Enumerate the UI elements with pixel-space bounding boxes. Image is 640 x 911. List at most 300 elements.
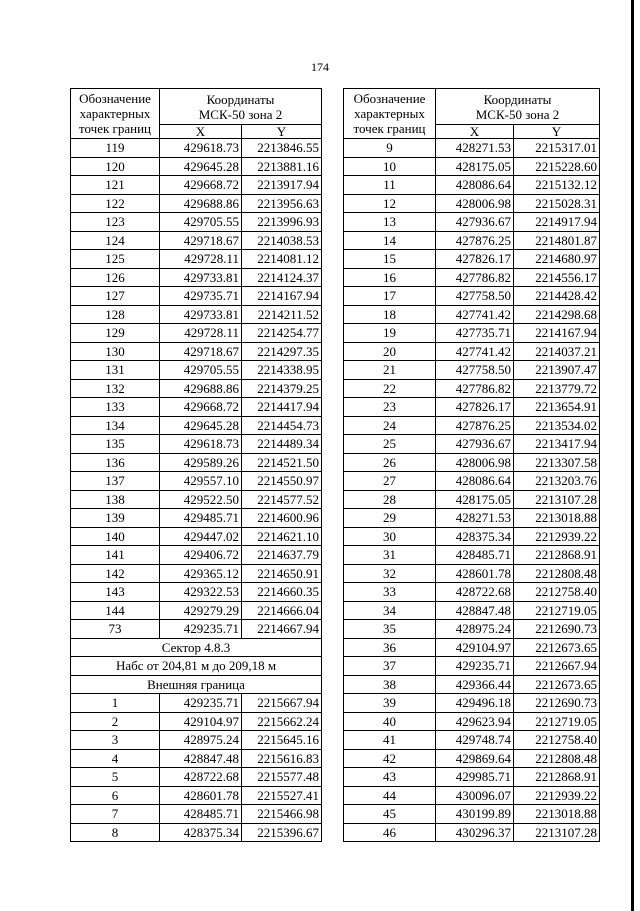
table-row — [344, 398, 600, 417]
table-row — [344, 287, 600, 306]
y-coordinate-cell: 2212808.48 — [514, 749, 600, 768]
point-id-cell: 135 — [71, 435, 160, 454]
y-coordinate-cell: 2214660.35 — [242, 583, 322, 602]
y-coordinate-cell: 2214254.77 — [242, 324, 322, 343]
point-id-cell: 15 — [344, 250, 436, 269]
y-coordinate-cell: 2213018.88 — [514, 509, 600, 528]
y-coordinate-cell: 2213018.88 — [514, 805, 600, 824]
point-id-cell: 122 — [71, 194, 160, 213]
table-row — [344, 435, 600, 454]
point-id-cell: 29 — [344, 509, 436, 528]
x-coordinate-cell: 429235.71 — [436, 657, 514, 676]
x-coordinate-cell: 429618.73 — [160, 139, 242, 158]
x-coordinate-cell: 429705.55 — [160, 213, 242, 232]
table-row — [344, 305, 600, 324]
point-id-cell: 9 — [344, 139, 436, 158]
y-coordinate-cell: 2214680.97 — [514, 250, 600, 269]
x-coordinate-cell: 428485.71 — [160, 805, 242, 824]
table-row — [344, 416, 600, 435]
x-coordinate-cell: 427758.50 — [436, 361, 514, 380]
table-row — [344, 472, 600, 491]
point-id-cell: 33 — [344, 583, 436, 602]
y-coordinate-cell: 2213307.58 — [514, 453, 600, 472]
table-row — [344, 213, 600, 232]
y-coordinate-cell: 2214650.91 — [242, 564, 322, 583]
point-id-cell: 132 — [71, 379, 160, 398]
x-coordinate-cell: 429365.12 — [160, 564, 242, 583]
x-coordinate-cell: 427741.42 — [436, 342, 514, 361]
x-coordinate-cell: 427826.17 — [436, 250, 514, 269]
x-coordinate-cell: 428086.64 — [436, 472, 514, 491]
y-coordinate-cell: 2214666.04 — [242, 601, 322, 620]
point-id-cell: 7 — [71, 805, 160, 824]
table-row — [344, 583, 600, 602]
y-coordinate-cell: 2212690.73 — [514, 694, 600, 713]
point-id-cell: 40 — [344, 712, 436, 731]
point-id-cell: 36 — [344, 638, 436, 657]
table-row — [71, 398, 322, 417]
y-coordinate-cell: 2212939.22 — [514, 527, 600, 546]
x-coordinate-cell: 428375.34 — [436, 527, 514, 546]
boundary-label: Внешняя граница — [71, 675, 322, 694]
y-coordinate-cell: 2214801.87 — [514, 231, 600, 250]
table-row — [344, 324, 600, 343]
x-coordinate-cell: 430199.89 — [436, 805, 514, 824]
x-coordinate-cell: 429718.67 — [160, 231, 242, 250]
point-id-cell: 22 — [344, 379, 436, 398]
y-coordinate-cell: 2215466.98 — [242, 805, 322, 824]
x-coordinate-cell: 429985.71 — [436, 768, 514, 787]
y-coordinate-cell: 2214556.17 — [514, 268, 600, 287]
y-coordinate-cell: 2214550.97 — [242, 472, 322, 491]
x-coordinate-cell: 429406.72 — [160, 546, 242, 565]
point-id-cell: 19 — [344, 324, 436, 343]
table-row — [344, 731, 600, 750]
y-coordinate-cell: 2214600.96 — [242, 509, 322, 528]
point-id-cell: 25 — [344, 435, 436, 454]
table-row — [344, 379, 600, 398]
coordinates-table-right — [343, 88, 600, 842]
y-coordinate-cell: 2213779.72 — [514, 379, 600, 398]
x-header: X — [436, 125, 514, 139]
y-coordinate-cell: 2213654.91 — [514, 398, 600, 417]
x-coordinate-cell: 428006.98 — [436, 453, 514, 472]
table-row — [71, 546, 322, 565]
y-coordinate-cell: 2212808.48 — [514, 564, 600, 583]
point-id-cell: 124 — [71, 231, 160, 250]
y-coordinate-cell: 2213107.28 — [514, 823, 600, 842]
point-id-cell: 27 — [344, 472, 436, 491]
point-id-cell: 21 — [344, 361, 436, 380]
table-row — [71, 157, 322, 176]
y-coordinate-cell: 2214038.53 — [242, 231, 322, 250]
x-coordinate-cell: 428006.98 — [436, 194, 514, 213]
y-coordinate-cell: 2215662.24 — [242, 712, 322, 731]
table-row — [71, 786, 322, 805]
table-row — [344, 342, 600, 361]
y-coordinate-cell: 2212758.40 — [514, 583, 600, 602]
y-coordinate-cell: 2214167.94 — [514, 324, 600, 343]
table-row — [71, 768, 322, 787]
table-row — [344, 139, 600, 158]
table-row — [344, 823, 600, 842]
x-coordinate-cell: 428847.48 — [436, 601, 514, 620]
x-coordinate-cell: 429104.97 — [160, 712, 242, 731]
table-row — [71, 268, 322, 287]
y-coordinate-cell: 2213417.94 — [514, 435, 600, 454]
y-coordinate-cell: 2212690.73 — [514, 620, 600, 639]
y-coordinate-cell: 2215396.67 — [242, 823, 322, 842]
x-coordinate-cell: 429623.94 — [436, 712, 514, 731]
point-id-cell: 138 — [71, 490, 160, 509]
table-row — [344, 231, 600, 250]
x-coordinate-cell: 429735.71 — [160, 287, 242, 306]
y-coordinate-cell: 2212719.05 — [514, 712, 600, 731]
point-id-cell: 137 — [71, 472, 160, 491]
x-coordinate-cell: 429557.10 — [160, 472, 242, 491]
y-coordinate-cell: 2215132.12 — [514, 176, 600, 195]
point-id-cell: 37 — [344, 657, 436, 676]
point-id-cell: 8 — [71, 823, 160, 842]
y-coordinate-cell: 2214667.94 — [242, 620, 322, 639]
table-row — [71, 194, 322, 213]
x-coordinate-cell: 428975.24 — [160, 731, 242, 750]
coordinates-header: Координаты МСК-50 зона 2 — [160, 89, 322, 125]
table-row — [344, 268, 600, 287]
point-id-cell: 17 — [344, 287, 436, 306]
point-id-cell: 13 — [344, 213, 436, 232]
x-coordinate-cell: 428175.05 — [436, 490, 514, 509]
point-id-cell: 134 — [71, 416, 160, 435]
y-coordinate-cell: 2215028.31 — [514, 194, 600, 213]
x-coordinate-cell: 428601.78 — [160, 786, 242, 805]
x-coordinate-cell: 427876.25 — [436, 231, 514, 250]
sector-label: Сектор 4.8.3 — [71, 638, 322, 657]
y-coordinate-cell: 2213203.76 — [514, 472, 600, 491]
point-id-cell: 28 — [344, 490, 436, 509]
y-coordinate-cell: 2212673.65 — [514, 638, 600, 657]
table-row — [344, 157, 600, 176]
x-coordinate-cell: 429522.50 — [160, 490, 242, 509]
point-id-cell: 45 — [344, 805, 436, 824]
table-row — [344, 546, 600, 565]
point-id-cell: 43 — [344, 768, 436, 787]
y-coordinate-cell: 2213846.55 — [242, 139, 322, 158]
table-row — [71, 213, 322, 232]
x-coordinate-cell: 428086.64 — [436, 176, 514, 195]
point-id-cell: 44 — [344, 786, 436, 805]
y-coordinate-cell: 2215577.48 — [242, 768, 322, 787]
x-coordinate-cell: 429366.44 — [436, 675, 514, 694]
point-id-cell: 16 — [344, 268, 436, 287]
table-row — [344, 527, 600, 546]
point-id-cell: 2 — [71, 712, 160, 731]
x-coordinate-cell: 430296.37 — [436, 823, 514, 842]
point-id-cell: 130 — [71, 342, 160, 361]
point-id-cell: 119 — [71, 139, 160, 158]
x-coordinate-cell: 429589.26 — [160, 453, 242, 472]
y-coordinate-cell: 2215645.16 — [242, 731, 322, 750]
y-coordinate-cell: 2214081.12 — [242, 250, 322, 269]
y-coordinate-cell: 2212868.91 — [514, 768, 600, 787]
point-id-cell: 11 — [344, 176, 436, 195]
x-coordinate-cell: 429104.97 — [436, 638, 514, 657]
table-row — [344, 749, 600, 768]
designation-header: Обозначение характерных точек границ — [71, 89, 160, 139]
y-coordinate-cell: 2214167.94 — [242, 287, 322, 306]
x-coordinate-cell: 429869.64 — [436, 749, 514, 768]
point-id-cell: 139 — [71, 509, 160, 528]
y-coordinate-cell: 2213881.16 — [242, 157, 322, 176]
y-coordinate-cell: 2213107.28 — [514, 490, 600, 509]
x-coordinate-cell: 429688.86 — [160, 194, 242, 213]
point-id-cell: 20 — [344, 342, 436, 361]
y-coordinate-cell: 2214621.10 — [242, 527, 322, 546]
table-row — [71, 601, 322, 620]
table-row — [71, 823, 322, 842]
x-coordinate-cell: 429447.02 — [160, 527, 242, 546]
table-row — [71, 416, 322, 435]
table-row — [344, 250, 600, 269]
point-id-cell: 5 — [71, 768, 160, 787]
table-row — [344, 176, 600, 195]
x-coordinate-cell: 429235.71 — [160, 620, 242, 639]
table-row — [71, 620, 322, 639]
point-id-cell: 140 — [71, 527, 160, 546]
y-coordinate-cell: 2214037.21 — [514, 342, 600, 361]
point-id-cell: 143 — [71, 583, 160, 602]
point-id-cell: 39 — [344, 694, 436, 713]
point-id-cell: 12 — [344, 194, 436, 213]
x-coordinate-cell: 428722.68 — [160, 768, 242, 787]
table-row — [71, 731, 322, 750]
designation-header: Обозначение характерных точек границ — [344, 89, 436, 139]
y-coordinate-cell: 2214489.34 — [242, 435, 322, 454]
x-header: X — [160, 125, 242, 139]
y-coordinate-cell: 2214297.35 — [242, 342, 322, 361]
point-id-cell: 4 — [71, 749, 160, 768]
table-row — [344, 638, 600, 657]
point-id-cell: 6 — [71, 786, 160, 805]
table-row — [71, 435, 322, 454]
y-coordinate-cell: 2213956.63 — [242, 194, 322, 213]
table-row — [71, 379, 322, 398]
y-coordinate-cell: 2213996.93 — [242, 213, 322, 232]
y-coordinate-cell: 2214298.68 — [514, 305, 600, 324]
point-id-cell: 120 — [71, 157, 160, 176]
table-row — [71, 583, 322, 602]
table-row — [344, 620, 600, 639]
point-id-cell: 123 — [71, 213, 160, 232]
table-row — [344, 805, 600, 824]
point-id-cell: 26 — [344, 453, 436, 472]
y-coordinate-cell: 2214428.42 — [514, 287, 600, 306]
point-id-cell: 3 — [71, 731, 160, 750]
point-id-cell: 42 — [344, 749, 436, 768]
y-coordinate-cell: 2212719.05 — [514, 601, 600, 620]
table-row — [71, 305, 322, 324]
x-coordinate-cell: 429728.11 — [160, 250, 242, 269]
table-row — [344, 194, 600, 213]
table-row — [71, 712, 322, 731]
table-row — [71, 324, 322, 343]
table-row — [71, 231, 322, 250]
table-row — [71, 287, 322, 306]
point-id-cell: 23 — [344, 398, 436, 417]
x-coordinate-cell: 428722.68 — [436, 583, 514, 602]
y-coordinate-cell: 2212758.40 — [514, 731, 600, 750]
x-coordinate-cell: 428975.24 — [436, 620, 514, 639]
y-coordinate-cell: 2215228.60 — [514, 157, 600, 176]
y-header: Y — [242, 125, 322, 139]
y-coordinate-cell: 2212868.91 — [514, 546, 600, 565]
x-coordinate-cell: 430096.07 — [436, 786, 514, 805]
y-coordinate-cell: 2214338.95 — [242, 361, 322, 380]
x-coordinate-cell: 428271.53 — [436, 139, 514, 158]
coordinates-header: Координаты МСК-50 зона 2 — [436, 89, 600, 125]
table-row — [71, 564, 322, 583]
y-coordinate-cell: 2214379.25 — [242, 379, 322, 398]
point-id-cell: 142 — [71, 564, 160, 583]
x-coordinate-cell: 427786.82 — [436, 379, 514, 398]
point-id-cell: 136 — [71, 453, 160, 472]
point-id-cell: 126 — [71, 268, 160, 287]
table-row — [71, 453, 322, 472]
point-id-cell: 121 — [71, 176, 160, 195]
table-row — [71, 176, 322, 195]
point-id-cell: 14 — [344, 231, 436, 250]
y-coordinate-cell: 2214637.79 — [242, 546, 322, 565]
table-row — [71, 749, 322, 768]
y-coordinate-cell: 2212939.22 — [514, 786, 600, 805]
y-coordinate-cell: 2213917.94 — [242, 176, 322, 195]
x-coordinate-cell: 429733.81 — [160, 268, 242, 287]
point-id-cell: 10 — [344, 157, 436, 176]
table-row — [344, 712, 600, 731]
y-coordinate-cell: 2214417.94 — [242, 398, 322, 417]
table-row — [344, 509, 600, 528]
table-row — [71, 527, 322, 546]
point-id-cell: 127 — [71, 287, 160, 306]
table-row — [71, 509, 322, 528]
x-coordinate-cell: 427936.67 — [436, 213, 514, 232]
x-coordinate-cell: 429485.71 — [160, 509, 242, 528]
x-coordinate-cell: 429645.28 — [160, 416, 242, 435]
point-id-cell: 30 — [344, 527, 436, 546]
table-row — [344, 453, 600, 472]
x-coordinate-cell: 429235.71 — [160, 694, 242, 713]
x-coordinate-cell: 429645.28 — [160, 157, 242, 176]
point-id-cell: 35 — [344, 620, 436, 639]
point-id-cell: 18 — [344, 305, 436, 324]
point-id-cell: 31 — [344, 546, 436, 565]
table-row — [71, 490, 322, 509]
point-id-cell: 144 — [71, 601, 160, 620]
y-coordinate-cell: 2214211.52 — [242, 305, 322, 324]
x-coordinate-cell: 428175.05 — [436, 157, 514, 176]
table-row — [71, 805, 322, 824]
x-coordinate-cell: 429668.72 — [160, 176, 242, 195]
point-id-cell: 34 — [344, 601, 436, 620]
x-coordinate-cell: 428485.71 — [436, 546, 514, 565]
point-id-cell: 141 — [71, 546, 160, 565]
x-coordinate-cell: 428847.48 — [160, 749, 242, 768]
table-row — [344, 657, 600, 676]
y-coordinate-cell: 2214917.94 — [514, 213, 600, 232]
x-coordinate-cell: 429718.67 — [160, 342, 242, 361]
table-row — [344, 786, 600, 805]
x-coordinate-cell: 428601.78 — [436, 564, 514, 583]
x-coordinate-cell: 429728.11 — [160, 324, 242, 343]
y-coordinate-cell: 2214454.73 — [242, 416, 322, 435]
table-row — [344, 601, 600, 620]
point-id-cell: 129 — [71, 324, 160, 343]
table-row — [344, 675, 600, 694]
x-coordinate-cell: 427876.25 — [436, 416, 514, 435]
table-row — [344, 361, 600, 380]
x-coordinate-cell: 429705.55 — [160, 361, 242, 380]
table-row — [71, 361, 322, 380]
point-id-cell: 131 — [71, 361, 160, 380]
y-coordinate-cell: 2214521.50 — [242, 453, 322, 472]
y-coordinate-cell: 2215317.01 — [514, 139, 600, 158]
x-coordinate-cell: 427758.50 — [436, 287, 514, 306]
x-coordinate-cell: 429279.29 — [160, 601, 242, 620]
x-coordinate-cell: 429733.81 — [160, 305, 242, 324]
scan-edge — [631, 0, 634, 911]
x-coordinate-cell: 427735.71 — [436, 324, 514, 343]
table-row — [71, 139, 322, 158]
x-coordinate-cell: 429668.72 — [160, 398, 242, 417]
x-coordinate-cell: 427786.82 — [436, 268, 514, 287]
table-row — [71, 342, 322, 361]
x-coordinate-cell: 429322.53 — [160, 583, 242, 602]
y-coordinate-cell: 2212673.65 — [514, 675, 600, 694]
x-coordinate-cell: 427741.42 — [436, 305, 514, 324]
y-coordinate-cell: 2215667.94 — [242, 694, 322, 713]
point-id-cell: 24 — [344, 416, 436, 435]
point-id-cell: 125 — [71, 250, 160, 269]
table-row — [71, 694, 322, 713]
y-coordinate-cell: 2214124.37 — [242, 268, 322, 287]
point-id-cell: 133 — [71, 398, 160, 417]
x-coordinate-cell: 428271.53 — [436, 509, 514, 528]
y-header: Y — [514, 125, 600, 139]
point-id-cell: 46 — [344, 823, 436, 842]
point-id-cell: 73 — [71, 620, 160, 639]
table-row — [71, 250, 322, 269]
table-row — [344, 694, 600, 713]
table-row — [344, 768, 600, 787]
y-coordinate-cell: 2215616.83 — [242, 749, 322, 768]
x-coordinate-cell: 427826.17 — [436, 398, 514, 417]
x-coordinate-cell: 427936.67 — [436, 435, 514, 454]
table-row — [344, 564, 600, 583]
height-range-label: Набс от 204,81 м до 209,18 м — [71, 657, 322, 676]
point-id-cell: 41 — [344, 731, 436, 750]
table-row — [71, 472, 322, 491]
y-coordinate-cell: 2213534.02 — [514, 416, 600, 435]
x-coordinate-cell: 429688.86 — [160, 379, 242, 398]
coordinates-table-left — [70, 88, 322, 842]
x-coordinate-cell: 428375.34 — [160, 823, 242, 842]
page-number: 174 — [311, 60, 329, 74]
point-id-cell: 38 — [344, 675, 436, 694]
y-coordinate-cell: 2215527.41 — [242, 786, 322, 805]
table-row — [344, 490, 600, 509]
y-coordinate-cell: 2212667.94 — [514, 657, 600, 676]
x-coordinate-cell: 429496.18 — [436, 694, 514, 713]
